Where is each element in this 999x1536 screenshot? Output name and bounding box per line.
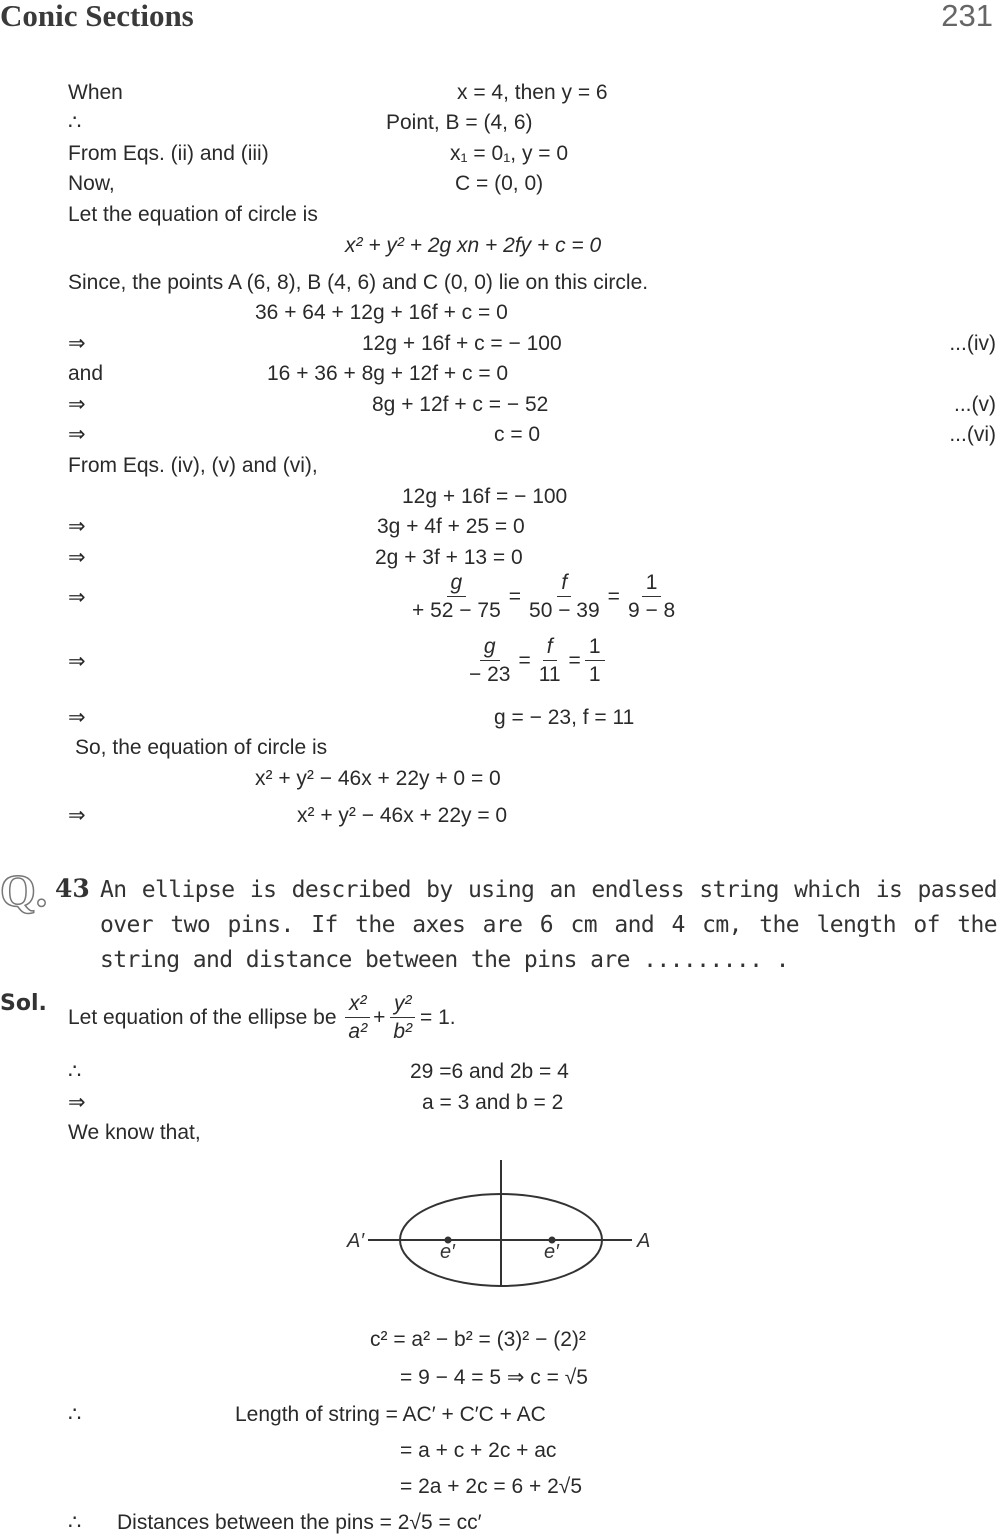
equals: = xyxy=(607,585,620,609)
denominator: + 52 − 75 xyxy=(412,599,501,622)
numerator: x² xyxy=(345,991,371,1018)
equation: 2g + 3f + 13 = 0 xyxy=(375,546,523,569)
equation: 36 + 64 + 12g + 16f + c = 0 xyxy=(255,301,508,324)
numerator: f xyxy=(543,634,557,661)
equation: x₁ = 0₁, y = 0 xyxy=(450,142,569,165)
therefore-symbol: ∴ xyxy=(68,1511,82,1534)
ellipse-diagram xyxy=(340,1155,660,1295)
fraction-equation xyxy=(461,634,609,689)
equation: = 2a + 2c = 6 + 2√5 xyxy=(400,1475,582,1498)
equation: C = (0, 0) xyxy=(455,172,544,195)
equation: Distances between the pins = 2√5 = cc′ xyxy=(117,1511,482,1534)
line-label: When xyxy=(68,81,123,104)
implies-symbol: ⇒ xyxy=(68,332,86,355)
denominator: 50 − 39 xyxy=(529,599,600,622)
therefore-symbol: ∴ xyxy=(68,111,82,134)
equals: = xyxy=(518,649,531,673)
implies-symbol: ⇒ xyxy=(68,546,86,569)
numerator: g xyxy=(480,634,500,661)
line-label: Let the equation of circle is xyxy=(68,203,318,226)
implies-symbol: ⇒ xyxy=(68,1091,86,1114)
focus-label: e′ xyxy=(544,1241,559,1263)
equals-one: = 1. xyxy=(420,1006,456,1029)
equation: x² + y² − 46x + 22y + 0 = 0 xyxy=(255,767,501,790)
line-label: Since, the points A (6, 8), B (4, 6) and C (0, 0) lie on this circle. xyxy=(68,271,649,294)
equation: 29 =6 and 2b = 4 xyxy=(410,1060,569,1083)
solution-label: Sol. xyxy=(0,991,47,1016)
plus: + xyxy=(373,1006,386,1029)
focus-label: e′ xyxy=(440,1241,455,1263)
equals: = xyxy=(508,585,522,609)
question-mark-label: Q. xyxy=(0,865,48,916)
denominator: a² xyxy=(348,1019,368,1043)
denominator: 1 xyxy=(588,663,601,686)
equation: 12g + 16f = − 100 xyxy=(402,485,568,508)
implies-symbol: ⇒ xyxy=(68,706,86,729)
numerator: 1 xyxy=(642,570,662,597)
equation: 12g + 16f + c = − 100 xyxy=(362,332,562,355)
equation: 8g + 12f + c = − 52 xyxy=(372,393,549,416)
implies-symbol: ⇒ xyxy=(68,586,86,609)
numerator: f xyxy=(557,570,571,597)
question-text: An ellipse is described by using an endless string which is passed over two pins. If the axes are 6 cm and 4 cm, the length of the string and distance between the pins are ......... . xyxy=(100,877,997,973)
numerator: y² xyxy=(390,991,416,1018)
line-label: Now, xyxy=(68,172,115,195)
implies-symbol: ⇒ xyxy=(68,515,86,538)
denominator: 11 xyxy=(538,663,561,686)
fraction-equation xyxy=(404,570,683,625)
equation: x² + y² + 2g xn + 2fy + c = 0 xyxy=(345,234,602,257)
vertex-label-left: A′ xyxy=(347,1230,365,1252)
line-label: We know that, xyxy=(68,1121,201,1144)
equation: x² + y² − 46x + 22y = 0 xyxy=(297,804,508,827)
equation: Point, B = (4, 6) xyxy=(386,111,533,134)
denominator: 9 − 8 xyxy=(627,599,676,622)
equation: = 9 − 4 = 5 ⇒ c = √5 xyxy=(400,1366,588,1389)
page-number: 231 xyxy=(941,0,993,33)
numerator: 1 xyxy=(585,634,605,661)
vertex-label-right: A xyxy=(637,1230,651,1252)
numerator: g xyxy=(447,570,467,597)
line-label: From Eqs. (iv), (v) and (vi), xyxy=(68,454,318,477)
equation: x = 4, then y = 6 xyxy=(457,81,608,104)
line-label: Let equation of the ellipse be xyxy=(68,1006,337,1029)
equals: = xyxy=(568,649,581,673)
equation: c = 0 xyxy=(494,423,541,446)
implies-symbol: ⇒ xyxy=(68,423,86,446)
equation: a = 3 and b = 2 xyxy=(422,1091,564,1114)
equation: Length of string = AC′ + C′C + AC xyxy=(235,1403,546,1426)
equation: = a + c + 2c + ac xyxy=(400,1439,557,1462)
implies-symbol: ⇒ xyxy=(68,650,86,673)
equation-tag: ...(vi) xyxy=(949,423,996,446)
equation-tag: ...(iv) xyxy=(949,332,996,355)
line-label: So, the equation of circle is xyxy=(75,736,328,759)
denominator: b² xyxy=(393,1019,413,1043)
line-label: From Eqs. (ii) and (iii) xyxy=(68,142,269,165)
equation: g = − 23, f = 11 xyxy=(494,706,635,729)
implies-symbol: ⇒ xyxy=(68,804,86,827)
denominator: − 23 xyxy=(469,663,511,686)
line-label: and xyxy=(68,362,104,385)
implies-symbol: ⇒ xyxy=(68,393,86,416)
chapter-title: Conic Sections xyxy=(0,0,194,33)
ellipse-equation-line xyxy=(68,990,456,1046)
equation: 16 + 36 + 8g + 12f + c = 0 xyxy=(267,362,509,385)
equation-tag: ...(v) xyxy=(954,393,996,416)
therefore-symbol: ∴ xyxy=(68,1403,82,1426)
equation: c² = a² − b² = (3)² − (2)² xyxy=(370,1328,586,1351)
equation: 3g + 4f + 25 = 0 xyxy=(377,515,525,538)
therefore-symbol: ∴ xyxy=(68,1060,82,1083)
question-number: 43 xyxy=(55,874,90,903)
